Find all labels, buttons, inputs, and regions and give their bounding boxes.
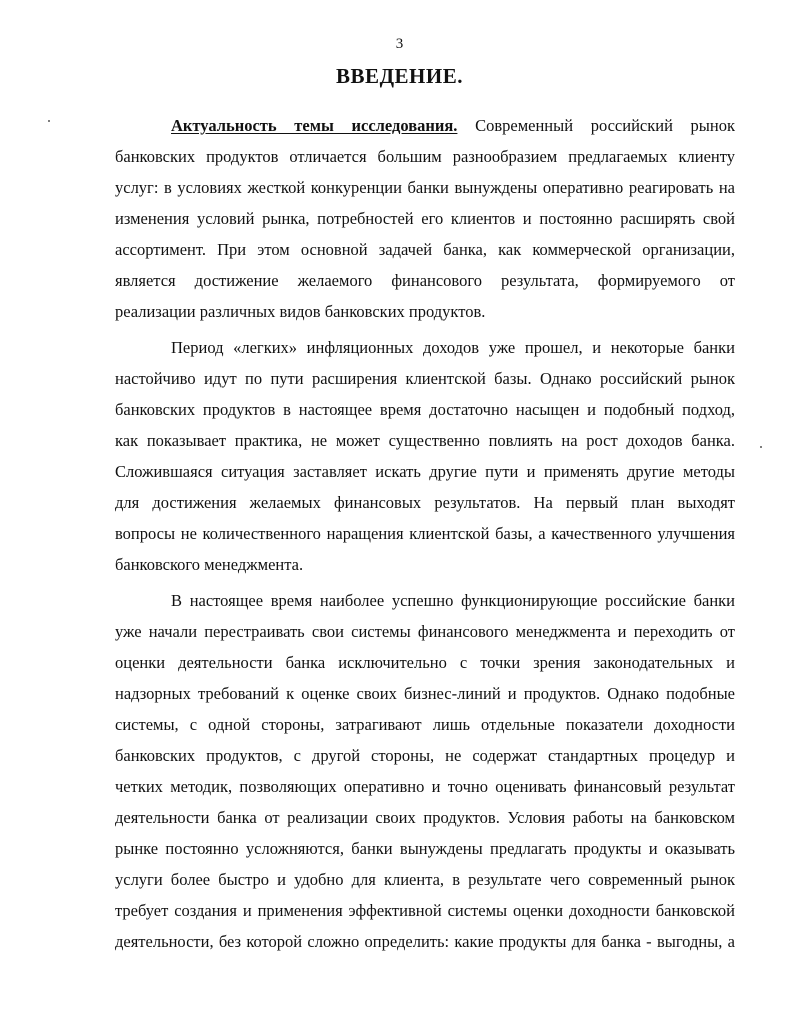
text-line: для достижения желаемых финансовых результатов. На первый план выходят xyxy=(115,493,735,512)
paragraph-financial-management xyxy=(115,585,735,957)
scan-speck xyxy=(48,120,50,122)
text-line: требует создания и применения эффективной системы оценки доходности банковской xyxy=(115,901,735,920)
text-line: банковского менеджмента. xyxy=(115,555,304,574)
text-line: является достижение желаемого финансового результата, формируемого от xyxy=(115,271,735,290)
text-line: В настоящее время наиболее успешно функционирующие российские банки xyxy=(171,591,735,610)
page-title: ВВЕДЕНИЕ. xyxy=(336,64,463,88)
scan-speck xyxy=(760,446,762,448)
lead-phrase: Актуальность темы исследования. xyxy=(171,116,458,135)
text-line: оценки деятельности банка исключительно с точки зрения законодательных и xyxy=(115,653,735,672)
text-line xyxy=(115,110,735,141)
text-line: четких методик, позволяющих оперативно и точно оценивать финансовый результат xyxy=(115,777,735,796)
text-line: настойчиво идут по пути расширения клиентской базы. Однако российский рынок xyxy=(115,369,735,388)
paragraph-relevance xyxy=(115,110,735,327)
text-line: услуг: в условиях жесткой конкуренции банки вынуждены оперативно реагировать на xyxy=(115,178,735,197)
text-line: услуги более быстро и удобно для клиента, в результате чего современный рынок xyxy=(115,870,735,889)
text-line: системы, с одной стороны, затрагивают лишь отдельные показатели доходности xyxy=(115,715,735,734)
text-line: банковских продуктов отличается большим разнообразием предлагаемых клиенту xyxy=(115,147,735,166)
text-line: уже начали перестраивать свои системы финансового менеджмента и переходить от xyxy=(115,622,735,641)
text-line: вопросы не количественного наращения клиентской базы, а качественного улучшения xyxy=(115,524,735,543)
text-line: деятельности банка от реализации своих продуктов. Условия работы на банковском xyxy=(115,808,735,827)
text-line: банковских продуктов, с другой стороны, не содержат стандартных процедур и xyxy=(115,746,735,765)
text-line: изменения условий рынка, потребностей его клиентов и постоянно расширять свой xyxy=(115,209,735,228)
text-line: Сложившаяся ситуация заставляет искать другие пути и применять другие методы xyxy=(115,462,735,481)
text-line: реализации различных видов банковских продуктов. xyxy=(115,302,486,321)
text-line: банковских продуктов в настоящее время достаточно насыщен и подобный подход, xyxy=(115,400,735,419)
page-number: 3 xyxy=(395,36,404,52)
document-body xyxy=(115,110,735,957)
text-line: рынке постоянно усложняются, банки вынуждены предлагать продукты и оказывать xyxy=(115,839,735,858)
text-line: ассортимент. При этом основной задачей банка, как коммерческой организации, xyxy=(115,240,735,259)
text-line: деятельности, без которой сложно определить: какие продукты для банка - выгодны, а xyxy=(115,932,735,951)
text-line: как показывает практика, не может существенно повлиять на рост доходов банка. xyxy=(115,431,735,450)
text-line: Период «легких» инфляционных доходов уже прошел, и некоторые банки xyxy=(171,338,735,357)
paragraph-inflation xyxy=(115,332,735,580)
text-line: надзорных требований к оценке своих бизнес-линий и продуктов. Однако подобные xyxy=(115,684,735,703)
lead-continuation: Современный российский рынок xyxy=(457,116,735,135)
